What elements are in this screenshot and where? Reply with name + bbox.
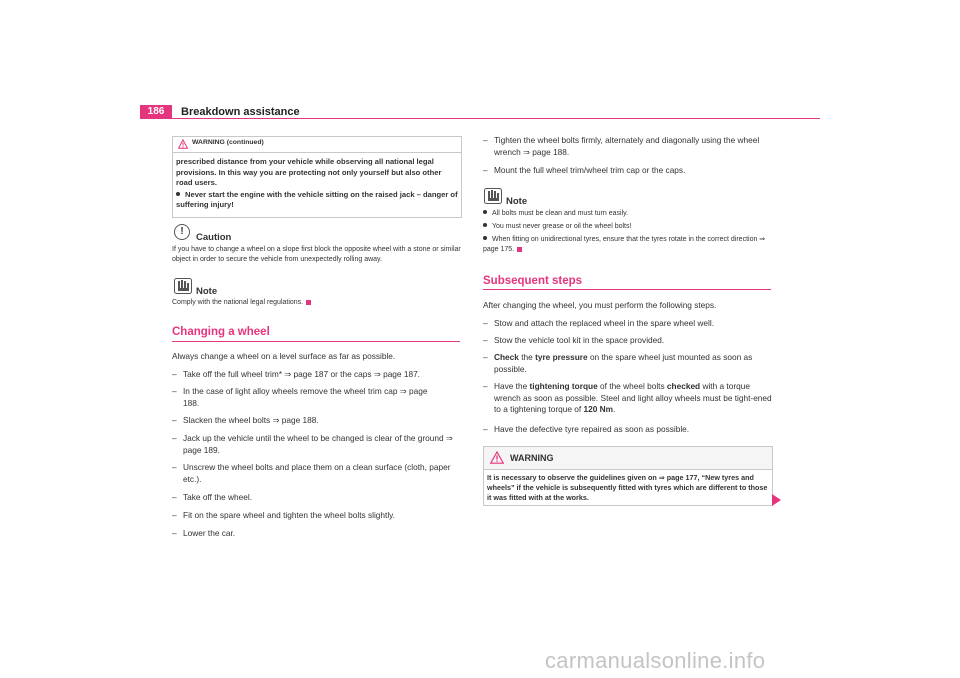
- warning-continued-body: [173, 153, 461, 211]
- step-text: Mount the full wheel trim/wheel trim cap or the caps.: [494, 165, 686, 175]
- note-label-left: Note: [196, 286, 218, 297]
- watermark: carmanualsonline.info: [545, 648, 766, 673]
- warning-box: [483, 446, 773, 506]
- bullet-icon: [483, 236, 487, 240]
- section-heading-changing-wheel: Changing a wheel: [172, 326, 270, 338]
- step-item: – Have the defective tyre repaired as soon as possible.: [483, 424, 773, 436]
- caution-label: Caution: [196, 232, 232, 243]
- step-bold: tightening torque: [529, 381, 598, 391]
- note-bullet-text: When fitting on unidirectional tyres, ensure that the tyres rotate in the correct direction ⇒ page 175.: [483, 236, 766, 253]
- step-text: Take off the full wheel trim* ⇒ page 187 or the caps ⇒ page 187.: [183, 369, 420, 379]
- warning-header: [484, 447, 772, 470]
- step-bold: tyre pressure: [535, 352, 588, 362]
- note-label-right: Note: [506, 196, 528, 207]
- warning-continued-label: WARNING (continued): [192, 139, 264, 146]
- step-text: Lower the car.: [183, 528, 236, 538]
- section-intro: After changing the wheel, you must perform the following steps.: [483, 300, 717, 310]
- note-bullet-item: [483, 222, 775, 232]
- warning-continued-bullet-item: [176, 190, 458, 211]
- step-text: Tighten the wheel bolts firmly, alternately and diagonally using the wheel wrench ⇒ page 188.: [494, 135, 760, 157]
- caution-exclamation-icon: !: [174, 224, 190, 240]
- note-text-left-content: Comply with the national legal regulations.: [172, 299, 304, 306]
- step-text: [494, 381, 773, 416]
- warning-continued-box: [172, 136, 462, 218]
- warning-continued-bullet: Never start the engine with the vehicle sitting on the raised jack – danger of suffering injury!: [176, 189, 458, 210]
- step-text: Fit on the spare wheel and tighten the wheel bolts slightly.: [183, 510, 396, 520]
- step-bold: 120 Nm: [583, 404, 614, 415]
- step-item: – Lower the car.: [172, 528, 464, 540]
- step-text: Have the defective tyre repaired as soon as possible.: [494, 424, 690, 434]
- section-intro: Always change a wheel on a level surface as far as possible.: [172, 351, 396, 361]
- step-text: [494, 352, 773, 375]
- step-span: of the wheel bolts: [597, 381, 667, 391]
- bullet-icon: [176, 192, 180, 196]
- note-bullet-item: [483, 209, 775, 219]
- section-end-marker: [517, 247, 522, 252]
- note-bullet-item: [483, 235, 773, 255]
- step-item: – Stow the vehicle tool kit in the space provided.: [483, 335, 773, 347]
- next-page-arrow-icon: [772, 494, 781, 506]
- step-text: Jack up the vehicle until the wheel to be changed is clear of the ground ⇒ page 189.: [183, 433, 453, 455]
- step-text: Take off the wheel.: [183, 492, 253, 502]
- section-rule: [172, 341, 460, 342]
- note-bullet-text: All bolts must be clean and must turn easily.: [492, 210, 629, 217]
- note-text-left: [172, 298, 311, 308]
- step-bold: checked: [666, 381, 701, 391]
- note-bullet-text: You must never grease or oil the wheel bolts!: [492, 223, 632, 230]
- step-item: – Slacken the wheel bolts ⇒ page 188.: [172, 415, 464, 427]
- step-text: Stow the vehicle tool kit in the space provided.: [494, 335, 665, 345]
- note-hand-icon: [174, 278, 192, 294]
- header-rule: [140, 118, 820, 119]
- warning-triangle-icon: [178, 139, 188, 149]
- step-item: – Jack up the vehicle until the wheel to be changed is clear of the ground ⇒ page 189.: [172, 433, 464, 456]
- step-span: the: [518, 352, 536, 362]
- bullet-icon: [483, 210, 487, 214]
- warning-triangle-icon: [490, 451, 504, 464]
- warning-text: It is necessary to observe the guidelines given on ⇒ page 177, “New tyres and wheels” if the vehicle is subsequently fitted with tyres which are different to those it was fitted with at the works.: [487, 473, 768, 502]
- section-rule: [483, 289, 771, 290]
- step-bold: Check: [494, 352, 519, 362]
- step-item: – Take off the full wheel trim* ⇒ page 187 or the caps ⇒ page 187.: [172, 369, 464, 381]
- step-text: In the case of light alloy wheels remove the wheel trim cap ⇒ page 188.: [183, 386, 428, 408]
- step-item: – Mount the full wheel trim/wheel trim cap or the caps.: [483, 165, 773, 177]
- step-item: – Take off the wheel.: [172, 492, 464, 504]
- step-span: on the spare wheel just mounted as soon as possible.: [494, 352, 753, 374]
- step-text: Slacken the wheel bolts ⇒ page 188.: [183, 415, 319, 425]
- step-span: Have the: [494, 381, 530, 391]
- step-item: – Check the tyre pressure on the spare wheel just mounted as soon as possible.: [483, 352, 773, 375]
- page-title: Breakdown assistance: [181, 106, 300, 118]
- warning-label: WARNING: [510, 453, 554, 463]
- step-span: .: [613, 404, 616, 415]
- step-text: Stow and attach the replaced wheel in the spare wheel well.: [494, 318, 715, 328]
- step-item: – Fit on the spare wheel and tighten the wheel bolts slightly.: [172, 510, 464, 522]
- bullet-icon: [483, 223, 487, 227]
- step-item: – Stow and attach the replaced wheel in the spare wheel well.: [483, 318, 773, 330]
- step-item: – Have the tightening torque of the wheel bolts checked with a torque wrench as soon as possible. Steel and light alloy wheels must be tight-ened to a tightening torque of 120 Nm.: [483, 381, 772, 415]
- page-number: 186: [140, 105, 172, 119]
- section-heading-subsequent-steps: Subsequent steps: [483, 275, 583, 287]
- caution-text: If you have to change a wheel on a slope first block the opposite wheel with a stone or similar object in order to secure the vehicle from unexpectedly rolling away.: [172, 246, 461, 263]
- step-span: with a torque wrench as soon as possible. Steel and light alloy wheels must be tight-ened to a tightening torque of: [494, 381, 772, 415]
- warning-continued-text: prescribed distance from your vehicle while observing all national legal provisions. In this way you are protecting not only yourself but also other road users.: [176, 157, 442, 188]
- step-item: – Unscrew the wheel bolts and place them on a clean surface (cloth, paper etc.).: [172, 462, 464, 485]
- step-item: – In the case of light alloy wheels remove the wheel trim cap ⇒ page 188.: [172, 386, 464, 409]
- step-item: – Tighten the wheel bolts firmly, alternately and diagonally using the wheel wrench ⇒ page 188.: [483, 135, 773, 158]
- step-text: Unscrew the wheel bolts and place them on a clean surface (cloth, paper etc.).: [183, 462, 451, 484]
- warning-continued-header: [173, 137, 461, 153]
- section-end-marker: [306, 300, 311, 305]
- note-hand-icon: [484, 188, 502, 204]
